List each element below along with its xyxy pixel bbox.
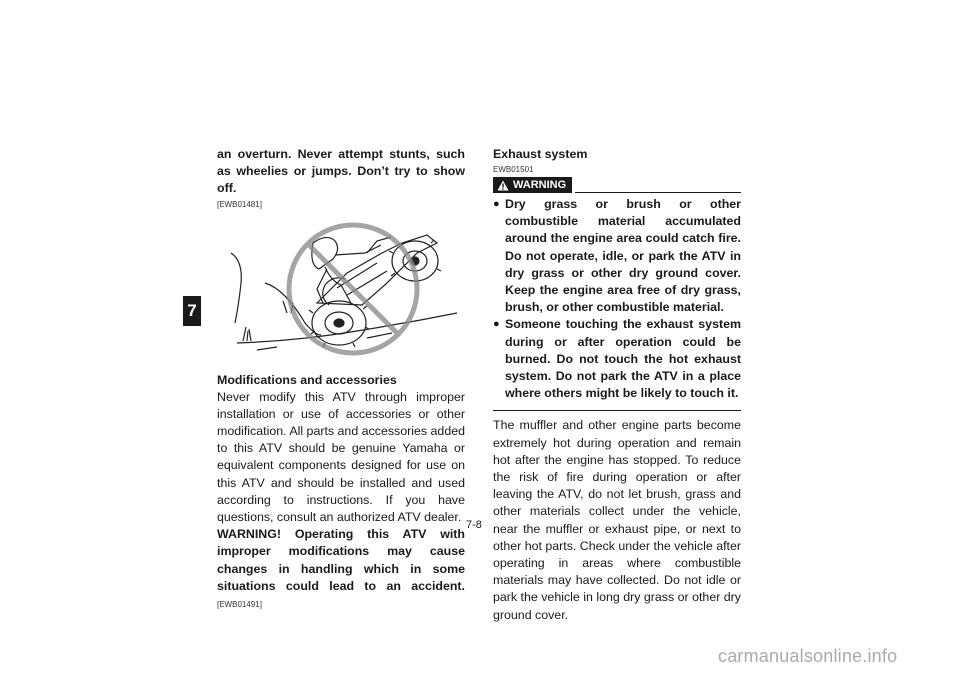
list-item bbox=[493, 316, 741, 402]
warning-end-rule bbox=[493, 410, 741, 411]
exhaust-body: The muffler and other engine parts become extremely hot during operation and remain hot after the engine has stopped. To reduce the risk of fire during operation or after leaving the ATV, do not let brush, grass and other materials collect under the vehicle, near the muffler or exhaust pipe, or next to other hot parts. Check under the vehicle after operating in areas where combustible materials may have collected. Do not idle or park the vehicle in long dry grass or other dry ground cover. bbox=[493, 418, 741, 622]
intro-text: an overturn. Never attempt stunts, such as wheelies or jumps. Don’t try to show off. bbox=[217, 147, 465, 196]
bullet-text: Dry grass or brush or other combustible material accumulated around the engine area could catch fire. Do not operate, idle, or park the ATV in dry grass or other dry ground cover. Keep the engine area free of dry grass, brush, or other combustible material. bbox=[505, 197, 741, 315]
bullet-text: Someone touching the exhaust system during or after operation could be burned. Do not touch the hot exhaust system. Do not park the ATV in a place where others might be likely to touch it. bbox=[505, 317, 741, 401]
warning-badge bbox=[493, 177, 572, 193]
mods-warning-code: [EWB01491] bbox=[217, 600, 262, 610]
watermark: carmanualsonline.info bbox=[718, 646, 898, 666]
right-column bbox=[493, 146, 741, 624]
exhaust-heading: Exhaust system bbox=[493, 147, 588, 161]
atv-stunt-prohibited-illustration bbox=[217, 213, 465, 363]
warning-label: WARNING bbox=[513, 179, 567, 191]
left-column bbox=[217, 146, 465, 613]
warning-bar bbox=[493, 177, 741, 193]
mods-heading: Modifications and accessories bbox=[217, 372, 397, 387]
bullet-dot-icon: ● bbox=[493, 318, 500, 331]
page-number: 7-8 bbox=[466, 519, 482, 531]
illustration-code: [EWB01481] bbox=[217, 199, 262, 209]
warning-rule bbox=[575, 178, 741, 193]
section-tab: 7 bbox=[183, 296, 201, 326]
bullet-dot-icon: ● bbox=[493, 198, 500, 210]
list-item bbox=[493, 196, 741, 316]
mods-warning-text: WARNING! Operating this ATV with improper modifications may cause changes in handling which in some situations could lead to an accident. bbox=[217, 527, 465, 593]
mods-body: Never modify this ATV through improper installation or use of accessories or other modification. All parts and accessories added to this ATV should be genuine Yamaha or equivalent components designed for use on this ATV and should be installed and used according to instructions. If you have questions, consult an authorized ATV dealer. bbox=[217, 389, 465, 525]
warning-triangle-icon bbox=[497, 180, 509, 191]
warning-bullets bbox=[493, 196, 741, 402]
mods-warning bbox=[217, 526, 465, 613]
exhaust-code: EWB01501 bbox=[493, 165, 534, 174]
